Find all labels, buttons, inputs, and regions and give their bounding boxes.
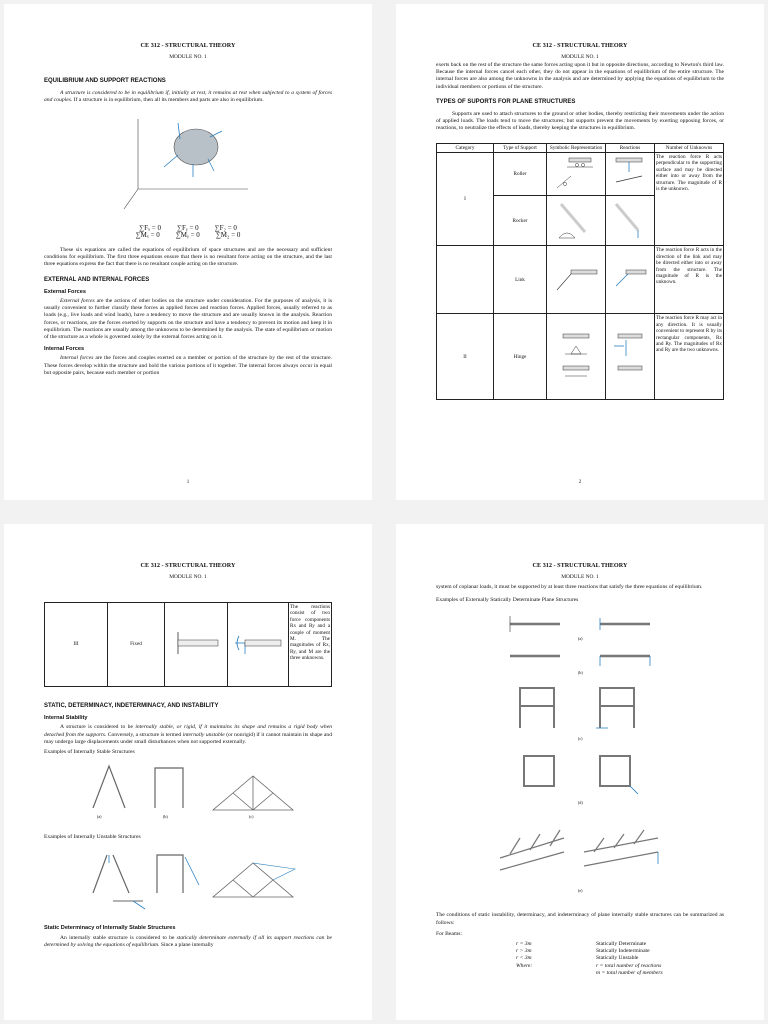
paragraph-equilibrium [44, 90, 332, 104]
fig-label-c: (c) [578, 736, 583, 742]
heading-internal-stability: Internal Stability [44, 715, 88, 722]
link-description: The reaction force R acts in the direction of the link and may be directed either into or away from the structure. The magnitude of R is the unknown. [655, 246, 724, 314]
page-header-module: MODULE NO. 1 [561, 54, 599, 60]
eq-my: ∑Mᵧ = 0 [175, 230, 200, 239]
eq-mx: ∑Mₓ = 0 [135, 230, 160, 239]
label-c: (c) [249, 814, 254, 820]
category-ii: II [437, 314, 494, 400]
equilibrium-equations [44, 225, 332, 239]
link-symbol [547, 246, 606, 314]
internal-text: are the forces and couples exerted on a member or portion of the structure by the rest of the structure. These forces develop within the structure and hold the various portions of it together. The internal forces always occur in equal but opposite pairs, because each member or portion [44, 355, 332, 376]
where-m: m = total number of members [596, 969, 663, 976]
col-category: Category [437, 143, 494, 152]
link-reaction [606, 246, 655, 314]
page-header-module: MODULE NO. 1 [561, 574, 599, 580]
cond-1-text: Statically Determinate [596, 941, 647, 948]
heading-static-determinacy: STATIC, DETERMINACY, INDETERMINACY, AND INSTABILITY [44, 703, 219, 709]
fixed-symbol [165, 603, 228, 687]
det-text-a: An internally stable structure is considered to be [60, 934, 177, 941]
page-2 [396, 4, 764, 500]
heading-external-forces: External Forces [44, 288, 86, 295]
col-type: Type of Support [494, 143, 547, 152]
support-roller: Roller [494, 153, 547, 196]
page-header-course: CE 312 - STRUCTURAL THEORY [532, 562, 628, 569]
page-4-body [436, 584, 724, 1014]
determinate-structures-figure [480, 608, 680, 908]
support-hinge: Hinge [494, 314, 547, 400]
col-reactions: Reactions [606, 143, 655, 152]
heading-supports: TYPES OF SUPORTS FOR PLANE STRUCTURES [436, 98, 576, 105]
external-term: External forces [60, 298, 95, 305]
support-rocker: Rocker [494, 196, 547, 246]
page-header-module: MODULE NO. 1 [169, 54, 207, 60]
roller-symbol [547, 153, 606, 196]
caption-unstable-examples: Examples of Internally Unstable Structures [44, 834, 141, 841]
where-label: Where: [516, 962, 533, 969]
rocker-reaction [606, 196, 655, 246]
hinge-description: The reaction force R may act in any direction. It is usually convenient to represent R by its rectangular components, Rx and Ry. The magnitudes of Rx and Ry are the two unknowns. [655, 314, 724, 400]
paragraph-determinacy [44, 935, 332, 949]
fig-label-e: (e) [578, 888, 583, 894]
det-text-c: Since a plane internally [159, 941, 214, 948]
rocker-symbol [547, 196, 606, 246]
support-link: Link [494, 246, 547, 314]
paragraph-internal [44, 355, 332, 377]
det-text-b: statically determinate externally if all its support reactions can be determined by solving the equations of equilibrium. [44, 934, 332, 948]
paragraph-six-equations: These six equations are called the equations of equilibrium of space structures and are the necessary and sufficient conditions for equilibrium. The first three equations ensure that there is no resultant force acting on the structure, and the last three equations express the fact that there is no resultant couple acting on the structure. [44, 247, 332, 268]
paragraph-continued: system of coplanar loads, it must be supported by at least three reactions that satisfy the three equations of equilibrium. [436, 584, 703, 590]
stab-text-c: Conversely, a structure is termed [106, 731, 183, 738]
page-2-body [436, 62, 724, 494]
page-3-body [44, 602, 332, 1014]
category-i-cont [437, 246, 494, 314]
heading-internal-forces: Internal Forces [44, 346, 85, 353]
cond-3-text: Statically Unstable [596, 955, 639, 962]
eq-fy: ∑Fᵧ = 0 [176, 223, 199, 232]
col-symbol: Symbolic Representation [547, 143, 606, 152]
page-header-course: CE 312 - STRUCTURAL THEORY [140, 562, 236, 569]
label-b: (b) [163, 814, 168, 820]
page-3 [4, 524, 372, 1020]
caption-determinate-examples: Examples of Externally Statically Determinate Plane Structures [436, 597, 579, 604]
cond-2-eq: r > 3m [516, 948, 532, 955]
support-fixed: Fixed [108, 603, 165, 687]
label-a: (a) [97, 814, 102, 820]
stab-text-a: A structure is considered to be [60, 724, 136, 731]
page-1 [4, 4, 372, 500]
stab-text-d: internally unstable [182, 731, 225, 738]
eq-mz: ∑M₂ = 0 [215, 230, 241, 239]
col-unknowns: Number of Unknowns [655, 143, 724, 152]
hinge-symbol [547, 314, 606, 400]
unstable-structures-figure [73, 845, 303, 915]
paragraph-internal-stability [44, 724, 332, 746]
cond-3-eq: r < 3m [516, 955, 532, 962]
cond-2-text: Statically Indeterminate [596, 948, 650, 955]
cond-1-eq: r = 3m [516, 941, 532, 948]
page-number: 2 [578, 479, 582, 485]
page-number: 1 [186, 479, 190, 485]
paragraph-external [44, 298, 332, 341]
heading-ext-int-forces: EXTERNAL AND INTERNAL FORCES [44, 276, 150, 283]
heading-equilibrium: EQUILIBRIUM AND SUPPORT REACTIONS [44, 78, 166, 84]
beam-conditions [516, 941, 724, 977]
space-structure-figure [118, 109, 258, 219]
paragraph-conditions: The conditions of static instability, determinacy, and indeterminacy of plane internally stable structures can be summarized as follows: [436, 912, 724, 926]
page-header-course: CE 312 - STRUCTURAL THEORY [140, 42, 236, 49]
fixed-reaction [228, 603, 289, 687]
paragraph-continued: exerts back on the rest of the structure the same forces acting upon it but in opposite directions, according to Newton's third law. Because the internal forces cancel each other, they do not appear in the equations of equilibrium of the entire structure. The internal forces are also among the unknowns in the analysis and are determined by applying the equations of equilibrium to the individual members or portions of the structure. [436, 62, 724, 90]
fig-label-a: (a) [578, 636, 583, 642]
page-header-module: MODULE NO. 1 [169, 574, 207, 580]
label-for-beams: For Beams: [436, 930, 462, 937]
fixed-description: The reactions consist of two force components Rx and Ry and a couple of moment M. The magnitudes of Rx, Ry, and M are the three unknowns. [289, 603, 332, 687]
fig-label-d: (d) [578, 800, 583, 806]
where-r: r = total number of reactions [596, 962, 662, 969]
internal-term: Internal forces [60, 355, 94, 362]
roller-rocker-description: The reaction force R acts perpendicular to the supporting surface and may be directed either into or away from the structure. The magnitude of R is the unknown. [655, 153, 724, 246]
category-iii: III [45, 603, 108, 687]
heading-static-determinacy-internal: Static Determinacy of Internally Stable Structures [44, 925, 176, 932]
fixed-support-table [44, 602, 332, 687]
supports-table [436, 143, 724, 401]
page-header-course: CE 312 - STRUCTURAL THEORY [532, 42, 628, 49]
external-text: are the actions of other bodies on the structure under consideration. For the purposes of analysis, it is usually convenient to further classify these forces as applied forces and reaction forces. Applied forces, usually referred to as loads (e.g., live loads and wind loads), have a tendency to move the structure and are usually known in the analysis. Reaction forces, or reactions, are the forces exerted by supports on the structure and have a tendency to prevent its motion and keep it in equilibrium. The reactions are usually among the unknowns to be determined by the analysis. The state of equilibrium or motion of the structure as a whole is governed solely by the external forces acting on it. [44, 298, 332, 341]
category-i: I [437, 153, 494, 246]
equilibrium-rest: If a structure is in equilibrium, then all its members and parts are also in equilibrium. [72, 97, 264, 104]
stab-text-e: (or nonrigid) if it cannot maintain its shape and may undergo large displacements under small disturbances when not supported externally. [44, 731, 332, 745]
equilibrium-definition: A structure is considered to be in equilibrium if, initially at rest, it remains at rest when subjected to a system of forces and couples. [44, 90, 332, 104]
stab-text-b: internally stable, or rigid, if it maintains its shape and remains a rigid body when detached from the supports. [44, 724, 332, 738]
stable-structures-figure [73, 760, 303, 820]
paragraph-supports: Supports are used to attach structures to the ground or other bodies, thereby restricting their movements under the action of applied loads. The loads tend to move the structures; but supports prevent the movements by exerting opposing forces, or reactions, to neutralize the effects of loads, thereby keeping the structures in equilibrium. [436, 111, 724, 132]
hinge-reaction [606, 314, 655, 400]
caption-stable-examples: Examples of Internally Stable Structures [44, 749, 135, 756]
page-4 [396, 524, 764, 1020]
fig-label-b: (b) [578, 670, 583, 676]
page-1-body [44, 70, 332, 494]
eq-fz: ∑F₂ = 0 [214, 223, 237, 232]
eq-fx: ∑Fₓ = 0 [139, 223, 161, 232]
roller-reaction [606, 153, 655, 196]
